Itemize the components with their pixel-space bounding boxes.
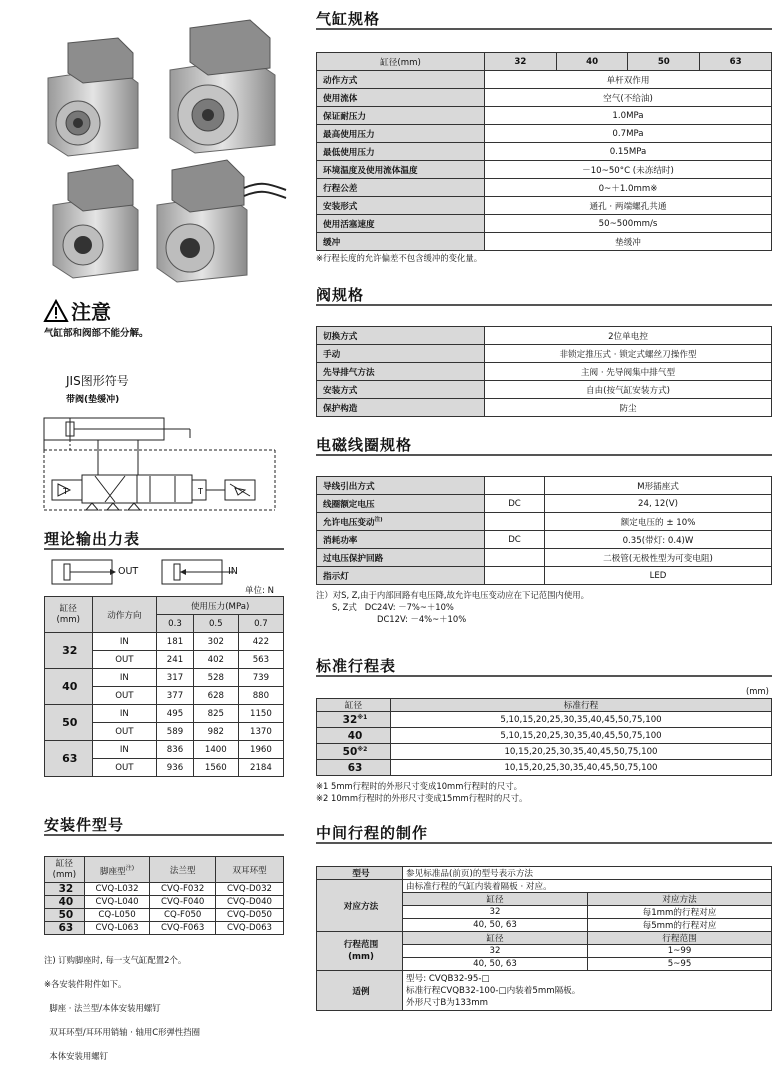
valve-spec-title: 阀规格	[316, 286, 365, 304]
force-cell: 1960	[238, 741, 283, 759]
bore-cell: 32$^{※1}$	[317, 712, 391, 728]
cylinder-spec-note: ※行程长度的允许偏差不包含缓冲的变化量。	[316, 253, 483, 263]
header-bore: 缸径 (mm)	[45, 857, 85, 883]
spec-label: 行程公差	[317, 179, 485, 197]
spec-value: 自由(按气缸安装方式)	[485, 381, 772, 399]
mount-note: 注) 订购脚座时, 每一支气缸配置2个。	[44, 955, 187, 965]
output-unit: 单位: N	[245, 586, 274, 596]
table-row	[317, 215, 772, 233]
svg-text:T: T	[198, 487, 203, 496]
force-cell: 1150	[238, 705, 283, 723]
header-63: 63	[700, 53, 772, 71]
force-cell: 422	[238, 633, 283, 651]
svg-text:T: T	[63, 487, 68, 496]
table-row	[317, 197, 772, 215]
header-stroke: 标准行程	[391, 699, 772, 712]
method-value: 每1mm的行程对应	[588, 906, 772, 919]
bore-cell: 40	[317, 728, 391, 744]
direction-cell: OUT	[92, 759, 157, 777]
spec-value: 非锁定推压式 · 锁定式螺丝刀操作型	[485, 345, 772, 363]
table-row	[317, 531, 772, 549]
part-cell: CVQ-D063	[216, 922, 284, 935]
caution-heading	[44, 296, 111, 325]
table-row	[317, 971, 772, 1011]
spec-label: 保护构造	[317, 399, 485, 417]
table-row	[317, 477, 772, 495]
spec-value: 2位单电控	[485, 327, 772, 345]
example-value	[403, 971, 772, 1011]
table-row	[317, 495, 772, 513]
jis-subtitle: 带阀(垫缓冲)	[66, 395, 120, 405]
table-row	[317, 932, 772, 945]
spec-value: 通孔 · 两端螺孔共通	[485, 197, 772, 215]
spec-value: 额定电压的 ± 10%	[545, 513, 772, 531]
coil-note-1: 注）对S, Z,由于内部回路有电压降,故允许电压变动应在下记范围内使用。	[316, 590, 589, 600]
force-cell: 181	[157, 633, 194, 651]
spec-value: 二极管(无极性型为可变电阻)	[545, 549, 772, 567]
output-force-table	[44, 596, 284, 777]
spec-label: 手动	[317, 345, 485, 363]
spec-value: 垫缓冲	[485, 233, 772, 251]
table-row	[317, 728, 772, 744]
direction-cell: OUT	[92, 651, 157, 669]
bore-cell: 40	[45, 896, 85, 909]
pressure-col: 0.3	[157, 615, 194, 633]
warning-triangle-icon	[44, 300, 68, 322]
table-row	[317, 760, 772, 776]
spec-value: LED	[545, 567, 772, 585]
force-cell: 628	[193, 687, 238, 705]
spec-value: －10~50°C (未冻结时)	[485, 161, 772, 179]
spec-mid: DC	[485, 495, 545, 513]
header-pressure: 使用压力(MPa)	[157, 597, 284, 615]
model-value: 参见标准品(前页)的型号表示方法	[403, 867, 772, 880]
header-direction: 动作方向	[92, 597, 157, 633]
header-32: 32	[485, 53, 557, 71]
spec-value: 0.35(带灯: 0.4)W	[545, 531, 772, 549]
in-label: IN	[228, 566, 238, 577]
spec-label: 保证耐压力	[317, 107, 485, 125]
range-bore: 32	[403, 945, 588, 958]
spec-label: 最低使用压力	[317, 143, 485, 161]
spec-label: 缓冲	[317, 233, 485, 251]
jis-title: JIS图形符号	[66, 374, 129, 388]
table-row	[317, 345, 772, 363]
table-row	[317, 107, 772, 125]
cylinder-spec-title: 气缸规格	[316, 10, 381, 28]
force-cell: 495	[157, 705, 194, 723]
spec-label: 消耗功率	[317, 531, 485, 549]
header-40: 40	[556, 53, 628, 71]
force-cell: 936	[157, 759, 194, 777]
force-cell: 377	[157, 687, 194, 705]
header-bore: 缸径(mm)	[317, 53, 485, 71]
table-row	[45, 883, 284, 896]
spec-label: 安装形式	[317, 197, 485, 215]
stroke-cell: 5,10,15,20,25,30,35,40,45,50,75,100	[391, 728, 772, 744]
sub-header-bore: 缸径	[403, 893, 588, 906]
spec-label: 切换方式	[317, 327, 485, 345]
table-row	[317, 381, 772, 399]
method-desc: 由标准行程的气缸内装着隔板 · 对应。	[403, 880, 772, 893]
mount-table-rule	[44, 834, 284, 836]
spec-mid	[485, 513, 545, 531]
part-cell: CVQ-F040	[150, 896, 216, 909]
coil-spec-table	[316, 476, 772, 585]
table-row	[45, 633, 284, 651]
coil-spec-rule	[316, 454, 772, 456]
table-row	[317, 179, 772, 197]
spec-label: 使用活塞速度	[317, 215, 485, 233]
spec-label: 指示灯	[317, 567, 485, 585]
stroke-unit: (mm)	[746, 686, 769, 696]
direction-cell: OUT	[92, 687, 157, 705]
sub-header-method: 对应方法	[588, 893, 772, 906]
force-cell: 317	[157, 669, 194, 687]
spec-label: 安装方式	[317, 381, 485, 399]
force-cell: 1560	[193, 759, 238, 777]
example-line: 外形尺寸B为133mm	[406, 997, 489, 1008]
spec-label: 导线引出方式	[317, 477, 485, 495]
table-row	[317, 880, 772, 893]
range-bore: 40, 50, 63	[403, 958, 588, 971]
bore-cell: 32	[45, 883, 85, 896]
spec-value: 24, 12(V)	[545, 495, 772, 513]
pressure-col: 0.7	[238, 615, 283, 633]
table-row	[317, 549, 772, 567]
table-row	[317, 513, 772, 531]
spec-mid	[485, 567, 545, 585]
table-row	[317, 867, 772, 880]
table-row	[317, 125, 772, 143]
bore-cell: 63	[317, 760, 391, 776]
force-cell: 880	[238, 687, 283, 705]
product-photo-bottom-left	[48, 165, 143, 280]
bore-cell: 50	[45, 705, 93, 741]
table-row	[317, 71, 772, 89]
example-label: 适例	[317, 971, 403, 1011]
mount-table	[44, 856, 284, 935]
stroke-table	[316, 698, 772, 776]
force-cell: 589	[157, 723, 194, 741]
part-cell: CVQ-D040	[216, 896, 284, 909]
model-label: 型号	[317, 867, 403, 880]
mount-table-title: 安装件型号	[44, 816, 125, 834]
bore-cell: 63	[45, 741, 93, 777]
table-row	[317, 399, 772, 417]
table-row	[317, 712, 772, 728]
table-row	[45, 922, 284, 935]
header-double-clevis: 双耳环型	[216, 857, 284, 883]
force-cell: 302	[193, 633, 238, 651]
header-50: 50	[628, 53, 700, 71]
part-cell: CVQ-F063	[150, 922, 216, 935]
product-photo-top-left	[38, 38, 148, 158]
header-foot: 脚座型$^{注)}$	[84, 857, 150, 883]
example-line: 标准行程CVQB32-100-□内装着5mm隔板。	[406, 985, 581, 996]
product-photo-top-right	[160, 20, 285, 155]
stroke-note-2: ※2 10mm行程时的外形尺寸变成15mm行程时的尺寸。	[316, 793, 528, 803]
stroke-cell: 10,15,20,25,30,35,40,45,50,75,100	[391, 744, 772, 760]
mid-stroke-table	[316, 866, 772, 1011]
spec-value: 防尘	[485, 399, 772, 417]
spec-label: 过电压保护回路	[317, 549, 485, 567]
spec-value: M形插座式	[545, 477, 772, 495]
method-bore: 32	[403, 906, 588, 919]
table-row	[45, 896, 284, 909]
stroke-cell: 5,10,15,20,25,30,35,40,45,50,75,100	[391, 712, 772, 728]
spec-label: 环境温度及使用流体温度	[317, 161, 485, 179]
header-flange: 法兰型	[150, 857, 216, 883]
spec-label: 允许电压变动$^{注)}$	[317, 513, 485, 531]
method-bore: 40, 50, 63	[403, 919, 588, 932]
spec-mid: DC	[485, 531, 545, 549]
spec-value: 50~500mm/s	[485, 215, 772, 233]
table-row	[317, 567, 772, 585]
force-cell: 1400	[193, 741, 238, 759]
sub-header-range: 行程范围	[588, 932, 772, 945]
spec-value: 空气(不给油)	[485, 89, 772, 107]
stroke-cell: 10,15,20,25,30,35,40,45,50,75,100	[391, 760, 772, 776]
force-cell: 836	[157, 741, 194, 759]
table-row	[317, 363, 772, 381]
mount-note: 脚座 · 法兰型/本体安装用螺钉	[44, 1003, 161, 1013]
output-table-rule	[44, 548, 284, 550]
range-value: 1~99	[588, 945, 772, 958]
stroke-note-1: ※1 5mm行程时的外形尺寸变成10mm行程时的尺寸。	[316, 781, 522, 791]
spec-value: 1.0MPa	[485, 107, 772, 125]
table-row	[317, 744, 772, 760]
force-cell: 1370	[238, 723, 283, 741]
force-cell: 563	[238, 651, 283, 669]
sub-header-bore: 缸径	[403, 932, 588, 945]
force-cell: 739	[238, 669, 283, 687]
mount-notes	[44, 942, 200, 1074]
force-cell: 402	[193, 651, 238, 669]
bore-cell: 50	[45, 909, 85, 922]
direction-cell: IN	[92, 633, 157, 651]
stroke-table-rule	[316, 675, 772, 677]
spec-label: 最高使用压力	[317, 125, 485, 143]
valve-spec-rule	[316, 304, 772, 306]
direction-cell: IN	[92, 669, 157, 687]
bore-cell: 63	[45, 922, 85, 935]
table-row	[317, 327, 772, 345]
table-row	[45, 705, 284, 723]
part-cell: CVQ-D032	[216, 883, 284, 896]
bore-cell: 40	[45, 669, 93, 705]
jis-symbol-diagram	[40, 410, 280, 515]
spec-label: 使用流体	[317, 89, 485, 107]
spec-mid	[485, 477, 545, 495]
part-cell: CQ-L050	[84, 909, 150, 922]
spec-label: 先导排气方法	[317, 363, 485, 381]
method-value: 每5mm的行程对应	[588, 919, 772, 932]
part-cell: CVQ-L063	[84, 922, 150, 935]
table-row	[317, 161, 772, 179]
spec-mid	[485, 549, 545, 567]
mount-note: ※各安装件附件如下。	[44, 979, 127, 989]
mount-note: 双耳环型/耳环用销轴 · 轴用C形弹性挡圈	[44, 1027, 200, 1037]
table-row	[317, 89, 772, 107]
part-cell: CVQ-L032	[84, 883, 150, 896]
spec-label: 线圈额定电压	[317, 495, 485, 513]
force-cell: 241	[157, 651, 194, 669]
spec-value: 0.15MPa	[485, 143, 772, 161]
mid-stroke-rule	[316, 842, 772, 844]
spec-value: 主阀 · 先导阀集中排气型	[485, 363, 772, 381]
method-label: 对应方法	[317, 880, 403, 932]
part-cell: CVQ-D050	[216, 909, 284, 922]
table-row	[317, 143, 772, 161]
valve-spec-table	[316, 326, 772, 417]
cylinder-spec-table	[316, 52, 772, 251]
range-value: 5~95	[588, 958, 772, 971]
direction-cell: IN	[92, 705, 157, 723]
mount-note: 本体安装用螺钉	[44, 1051, 108, 1061]
example-line: 型号: CVQB32-95-□	[406, 973, 490, 984]
stroke-table-title: 标准行程表	[316, 657, 397, 675]
output-table-title: 理论输出力表	[44, 530, 141, 548]
pressure-col: 0.5	[193, 615, 238, 633]
table-row	[45, 669, 284, 687]
part-cell: CQ-F050	[150, 909, 216, 922]
direction-cell: OUT	[92, 723, 157, 741]
force-cell: 825	[193, 705, 238, 723]
part-cell: CVQ-F032	[150, 883, 216, 896]
table-row	[45, 741, 284, 759]
header-bore: 缸径 (mm)	[45, 597, 93, 633]
cylinder-spec-rule	[316, 28, 772, 30]
table-row	[45, 909, 284, 922]
bore-cell: 32	[45, 633, 93, 669]
caution-title: 注意	[71, 300, 111, 324]
force-cell: 982	[193, 723, 238, 741]
spec-value: 0.7MPa	[485, 125, 772, 143]
header-bore: 缸径	[317, 699, 391, 712]
coil-note-2: S, Z式 DC24V: －7%~＋10%	[332, 602, 454, 612]
coil-note-3: DC12V: －4%~＋10%	[377, 614, 467, 624]
spec-value: 单杆双作用	[485, 71, 772, 89]
spec-value: 0~＋1.0mm※	[485, 179, 772, 197]
table-row	[317, 233, 772, 251]
force-cell: 2184	[238, 759, 283, 777]
direction-cell: IN	[92, 741, 157, 759]
product-photo-bottom-right	[152, 160, 287, 285]
force-cell: 528	[193, 669, 238, 687]
mid-stroke-title: 中间行程的制作	[316, 824, 429, 842]
part-cell: CVQ-L040	[84, 896, 150, 909]
bore-cell: 50$^{※2}$	[317, 744, 391, 760]
spec-label: 动作方式	[317, 71, 485, 89]
caution-text: 气缸部和阀部不能分解。	[44, 328, 149, 339]
range-label: 行程范围 (mm)	[317, 932, 403, 971]
coil-spec-title: 电磁线圈规格	[316, 436, 413, 454]
out-label: OUT	[118, 566, 139, 577]
